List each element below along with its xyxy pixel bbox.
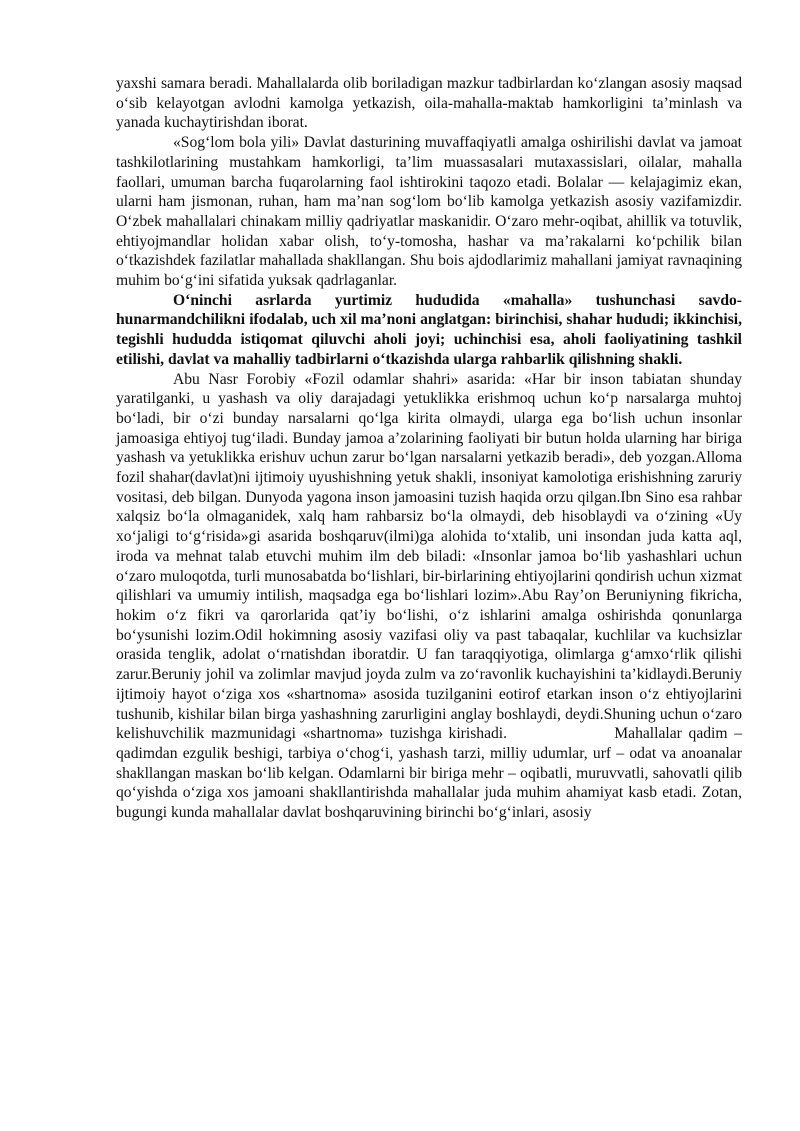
paragraph-farabi-beruni: Abu Nasr Forobiy «Fozil odamlar shahri» asarida: «Har bir inson tabiatan shunday yaratilganki, u yashash va oliy darajadagi yetuklikka erishmoq uchun ko‘p narsalarga muhtoj bo‘ladi, bir o‘zi bunday narsalarni qo‘lga kirita olmaydi, ularga ega bo‘lish uchun insonlar jamoasiga ehtiyoj tug‘iladi. Bunday jamoa a’zolarining faoliyati bir butun holda ularning har biriga yashash va yetuklikka erishuv uchun zarur bo‘lgan narsalarni yetkazib beradi», deb yozgan.Alloma fozil shahar(davlat)ni ijtimoiy uyushishning yetuk shakli, insoniyat kamolotiga erishishning zaruriy vositasi, deb bilgan. Dunyoda yagona inson jamoasini tuzish haqida orzu qilgan.Ibn Sino esa rahbar xalqsiz bo‘la olmaganidek, xalq ham rahbarsiz bo‘la olmaydi, deb hisoblaydi va o‘zining «Uy xo‘jaligi to‘g‘risida»gi asarida boshqaruv(ilmi)ga alohida to‘xtalib, uni insondan juda katta aql, iroda va mehnat talab etuvchi muhim ilm deb biladi: «Insonlar jamoa bo‘lib yashashlari uchun o‘zaro muloqotda, turli munosabatda bo‘lishlari, bir-birlarining ehtiyojlarini qondirish uchun xizmat qilishlari va umumiy intilish, maqsadga ega bo‘lishlari lozim».Abu Ray’on Beruniyning fikricha, hokim o‘z fikri va qarorlarida qat’iy bo‘lishi, o‘z ishlarini amalga oshirishda qonunlarga bo‘ysunishi lozim.Odil hokimning asosiy vazifasi oliy va past tabaqalar, kuchlilar va kuchsizlar orasida tenglik, adolat o‘rnatishdan iboratdir. U fan taraqqiyotiga, olimlarga g‘amxo‘rlik qilishi zarur.Beruniy johil va zolimlar mavjud joyda zulm va zo‘ravonlik kuchayishini ta’kidlaydi.Beruniy ijtimoiy hayot o‘ziga xos «shartnoma» asosida tuzilganini eotirof etarkan inson o‘z ehtiyojlarini tushunib, kishilar bilan birga yashashning zarurligini anglay boshlaydi, deydi.Shuning uchun o‘zaro kelishuvchilik mazmunidagi «shartnoma» tuzishga kirishadi. Mahallalar qadim – qadimdan ezgulik beshigi, tarbiya o‘chog‘i, yashash tarzi, milliy udumlar, urf – odat va anoanalar shakllangan maskan bo‘lib kelgan. Odamlarni bir biriga mehr – oqibatli, muruvvatli, sahovatli qilib qo‘yishda o‘ziga xos jamoani shakllantirishda mahallalar juda muhim ahamiyat kasb etadi. Zotan, bugungi kunda mahallalar davlat boshqaruvining birinchi bo‘g‘inlari, asosiy — [116, 370, 746, 822]
paragraph-continuation: yaxshi samara beradi. Mahallalarda olib boriladigan mazkur tadbirlardan ko‘zlangan asosiy maqsad o‘sib kelayotgan avlodni kamolga yetkazish, oila-mahalla-maktab hamkorligini ta’minlash va yanada kuchaytirishdan iborat. — [116, 75, 742, 132]
document-page — [116, 74, 746, 823]
paragraph-healthy-child-year: «Sog‘lom bola yili» Davlat dasturining muvaffaqiyatli amalga oshirilishi davlat va jamoat tashkilotlarining mustahkam hamkorligi, ta’lim muassasalari mutaxassislari, oilalar, mahalla faollari, umuman barcha fuqarolarning faol ishtirokini taqozo etadi. Bolalar — kelajagimiz ekan, ularni ham jismonan, ruhan, ham ma’nan sog‘lom bo‘lib kamolga yetkazish asosiy vazifamizdir. O‘zbek mahallalari chinakam milliy qadriyatlar maskanidir. O‘zaro mehr-oqibat, ahillik va totuvlik, ehtiyojmandlar holidan xabar olish, to‘y-tomosha, hashar va ma’rakalarni ko‘pchilik bilan o‘tkazishdek fazilatlar mahallada shakllangan. Shu bois ajdodlarimiz mahallani jamiyat ravnaqining muhim bo‘g‘ini sifatida yuksak qadrlaganlar. — [116, 134, 742, 290]
paragraph-mahalla-definition: O‘ninchi asrlarda yurtimiz hududida «mahalla» tushunchasi savdo-hunarmandchilikni ifodalab, uch xil ma’noni anglatgan: birinchisi, shahar hududi; ikkinchisi, tegishli hududda istiqomat qiluvchi aholi joyi; uchinchisi esa, aholi faoliyatining tashkil etilishi, davlat va mahalliy tadbirlarni o‘tkazishda ularga rahbarlik qilishning shakli. — [116, 291, 742, 368]
